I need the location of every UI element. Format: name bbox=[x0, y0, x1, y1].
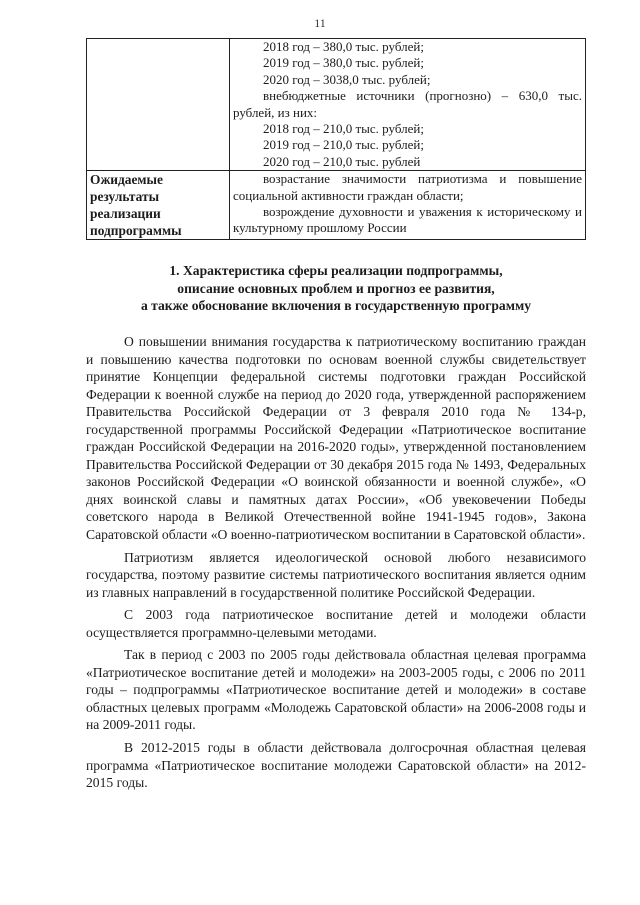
result-line: возрастание значимости патриотизма и повышение социальной активности граждан области; bbox=[233, 171, 582, 203]
section-heading-line: описание основных проблем и прогноз ее развития, bbox=[177, 280, 495, 296]
funding-line: внебюджетные источники (прогнозно) – 630,0 тыс. рублей, из них: bbox=[233, 88, 582, 120]
funding-line: 2018 год – 380,0 тыс. рублей; bbox=[263, 39, 424, 54]
section-heading-line: 1. Характеристика сферы реализации подпрограммы, bbox=[169, 263, 503, 278]
program-passport-table bbox=[86, 38, 586, 240]
funding-line: 2019 год – 380,0 тыс. рублей; bbox=[263, 55, 424, 71]
body-paragraph: В 2012-2015 годы в области действовала долгосрочная областная целевая программа «Патриотическое воспитание молодежи Саратовской области» на 2012-2015 годы. bbox=[86, 740, 586, 791]
section-heading-line: а также обоснование включения в государственную программу bbox=[140, 298, 532, 313]
section-body bbox=[86, 333, 586, 797]
page-number: 11 bbox=[314, 16, 326, 30]
funding-line: 2020 год – 210,0 тыс. рублей bbox=[263, 153, 421, 169]
body-paragraph: О повышении внимания государства к патриотическому воспитанию граждан и повышению качества подготовки по основам военной службы свидетельствует принятие Концепции федеральной системы подготовки граждан Российской Федерации к военной службе на период до 2020 года, утвержденной распоряжением Правительства Российской Федерации от 3 февраля 2010 года № 134-р, государственной программы Российской Федерации «Патриотическое воспитание граждан Российской Федерации на 2016-2020 годы», утвержденной постановлением Правительства Российской Федерации от 30 декабря 2015 года № 1493, Федеральных законов Российской Федерации «О воинской обязанности и военной службе», «О днях воинской славы и памятных датах России», «Об увековечении Победы советского народа в Великой Отечественной войне 1941-1945 годов», Закона Саратовской области «О военно-патриотическом воспитании в Саратовской области». bbox=[86, 334, 586, 543]
expected-results-value-cell bbox=[230, 171, 586, 240]
section-heading bbox=[86, 262, 586, 315]
table-row-funding bbox=[87, 39, 586, 171]
expected-results-label: Ожидаемые результаты реализации подпрограммы bbox=[87, 171, 230, 240]
body-paragraph: С 2003 года патриотическое воспитание детей и молодежи области осуществляется программно-целевыми методами. bbox=[86, 607, 586, 640]
funding-line: 2019 год – 210,0 тыс. рублей; bbox=[263, 137, 424, 153]
table-row-expected-results bbox=[87, 171, 586, 240]
body-paragraph: Патриотизм является идеологической основой любого независимого государства, поэтому развитие системы патриотического воспитания является одним из главных направлений в государственной политике Российской Федерации. bbox=[86, 549, 586, 600]
funding-line: 2020 год – 3038,0 тыс. рублей; bbox=[263, 71, 431, 87]
result-line: возрождение духовности и уважения к историческому и культурному прошлому России bbox=[233, 204, 582, 236]
funding-line: 2018 год – 210,0 тыс. рублей; bbox=[263, 121, 424, 137]
body-paragraph: Так в период с 2003 по 2005 годы действовала областная целевая программа «Патриотическое воспитание детей и молодежи» на 2003-2005 годы, с 2006 по 2011 годы – подпрограммы «Патриотическое воспитание детей и молодежи» в составе областных целевых программ «Молодежь Саратовской области» на 2006-2008 годы и на 2009-2011 годы. bbox=[86, 647, 586, 733]
table-label-cell-empty bbox=[87, 39, 230, 171]
funding-value-cell bbox=[230, 39, 586, 171]
